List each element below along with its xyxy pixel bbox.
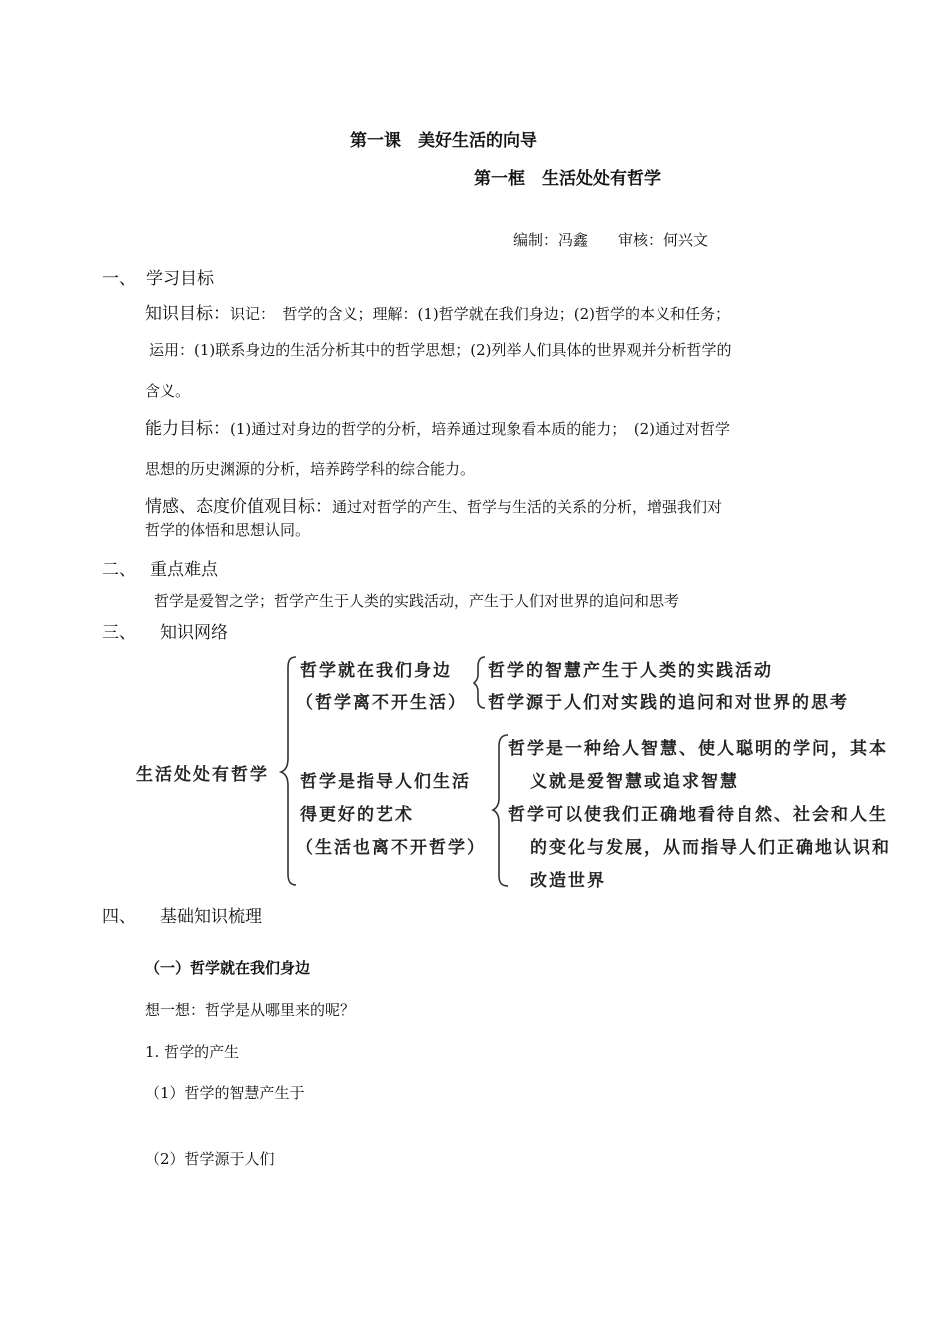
knowledge-goal-label: 知识目标： [145, 304, 230, 324]
branch2-title-line2: 得更好的艺术 [300, 805, 414, 825]
section3-heading: 知识网络 [160, 623, 228, 643]
branch2-subtitle: （生活也离不开哲学） [296, 838, 486, 858]
ability-goal-text1: (1)通过对身边的哲学的分析，培养通过现象看本质的能力； (2)通过对哲学 [230, 420, 730, 438]
section4-number: 四、 [102, 907, 136, 927]
emotion-goal-label: 情感、态度价值观目标： [145, 497, 332, 517]
item-1-2: （2）哲学源于人们 [145, 1150, 275, 1168]
item-1-1: （1）哲学的智慧产生于 [145, 1084, 305, 1102]
frame-title: 第一框 生活处处有哲学 [474, 169, 661, 189]
knowledge-goal-line3: 含义。 [145, 382, 191, 400]
section3-number: 三、 [102, 623, 136, 643]
section4-heading: 基础知识梳理 [160, 907, 262, 927]
branch2-item2-line3: 改造世界 [530, 871, 606, 891]
ability-goal-line2: 思想的历史渊源的分析，培养跨学科的综合能力。 [145, 460, 476, 478]
section2-heading: 重点难点 [150, 560, 218, 580]
author-line: 编制：冯鑫 审核：何兴文 [513, 231, 709, 249]
item-1: 1. 哲学的产生 [145, 1043, 240, 1061]
think-prompt: 想一想：哲学是从哪里来的呢？ [145, 1001, 356, 1019]
subsection-heading: （一）哲学就在我们身边 [145, 959, 311, 977]
knowledge-goal-line2: 运用：(1)联系身边的生活分析其中的哲学思想；(2)列举人们具体的世界观并分析哲学的 [149, 341, 732, 359]
key-points-text: 哲学是爱智之学；哲学产生于人类的实践活动，产生于人们对世界的追问和思考 [154, 592, 680, 610]
section1-heading: 学习目标 [146, 269, 214, 289]
lesson-title: 第一课 美好生活的向导 [350, 131, 537, 151]
branch2-item1-line1: 哲学是一种给人智慧、使人聪明的学问，其本 [508, 739, 888, 759]
branch2-item2-line1: 哲学可以使我们正确地看待自然、社会和人生 [508, 805, 888, 825]
knowledge-goal-text1: 识记： 哲学的含义；理解：(1)哲学就在我们身边；(2)哲学的本义和任务； [230, 305, 730, 323]
network-root: 生活处处有哲学 [136, 765, 269, 785]
branch2-item2-line2: 的变化与发展，从而指导人们正确地认识和 [530, 838, 891, 858]
section2-number: 二、 [102, 560, 136, 580]
branch2-title-line1: 哲学是指导人们生活 [300, 772, 471, 792]
emotion-goal-text1: 通过对哲学的产生、哲学与生活的关系的分析，增强我们对 [332, 498, 723, 516]
branch1-item1: 哲学的智慧产生于人类的实践活动 [488, 661, 773, 681]
emotion-goal-line2: 哲学的体悟和思想认同。 [145, 521, 311, 539]
branch1-title: 哲学就在我们身边 [300, 661, 452, 681]
branch1-subtitle: （哲学离不开生活） [296, 693, 467, 713]
section1-number: 一、 [102, 269, 136, 289]
branch2-item1-line2: 义就是爱智慧或追求智慧 [530, 772, 739, 792]
branch1-item2: 哲学源于人们对实践的追问和对世界的思考 [488, 693, 849, 713]
ability-goal-label: 能力目标： [145, 419, 230, 439]
